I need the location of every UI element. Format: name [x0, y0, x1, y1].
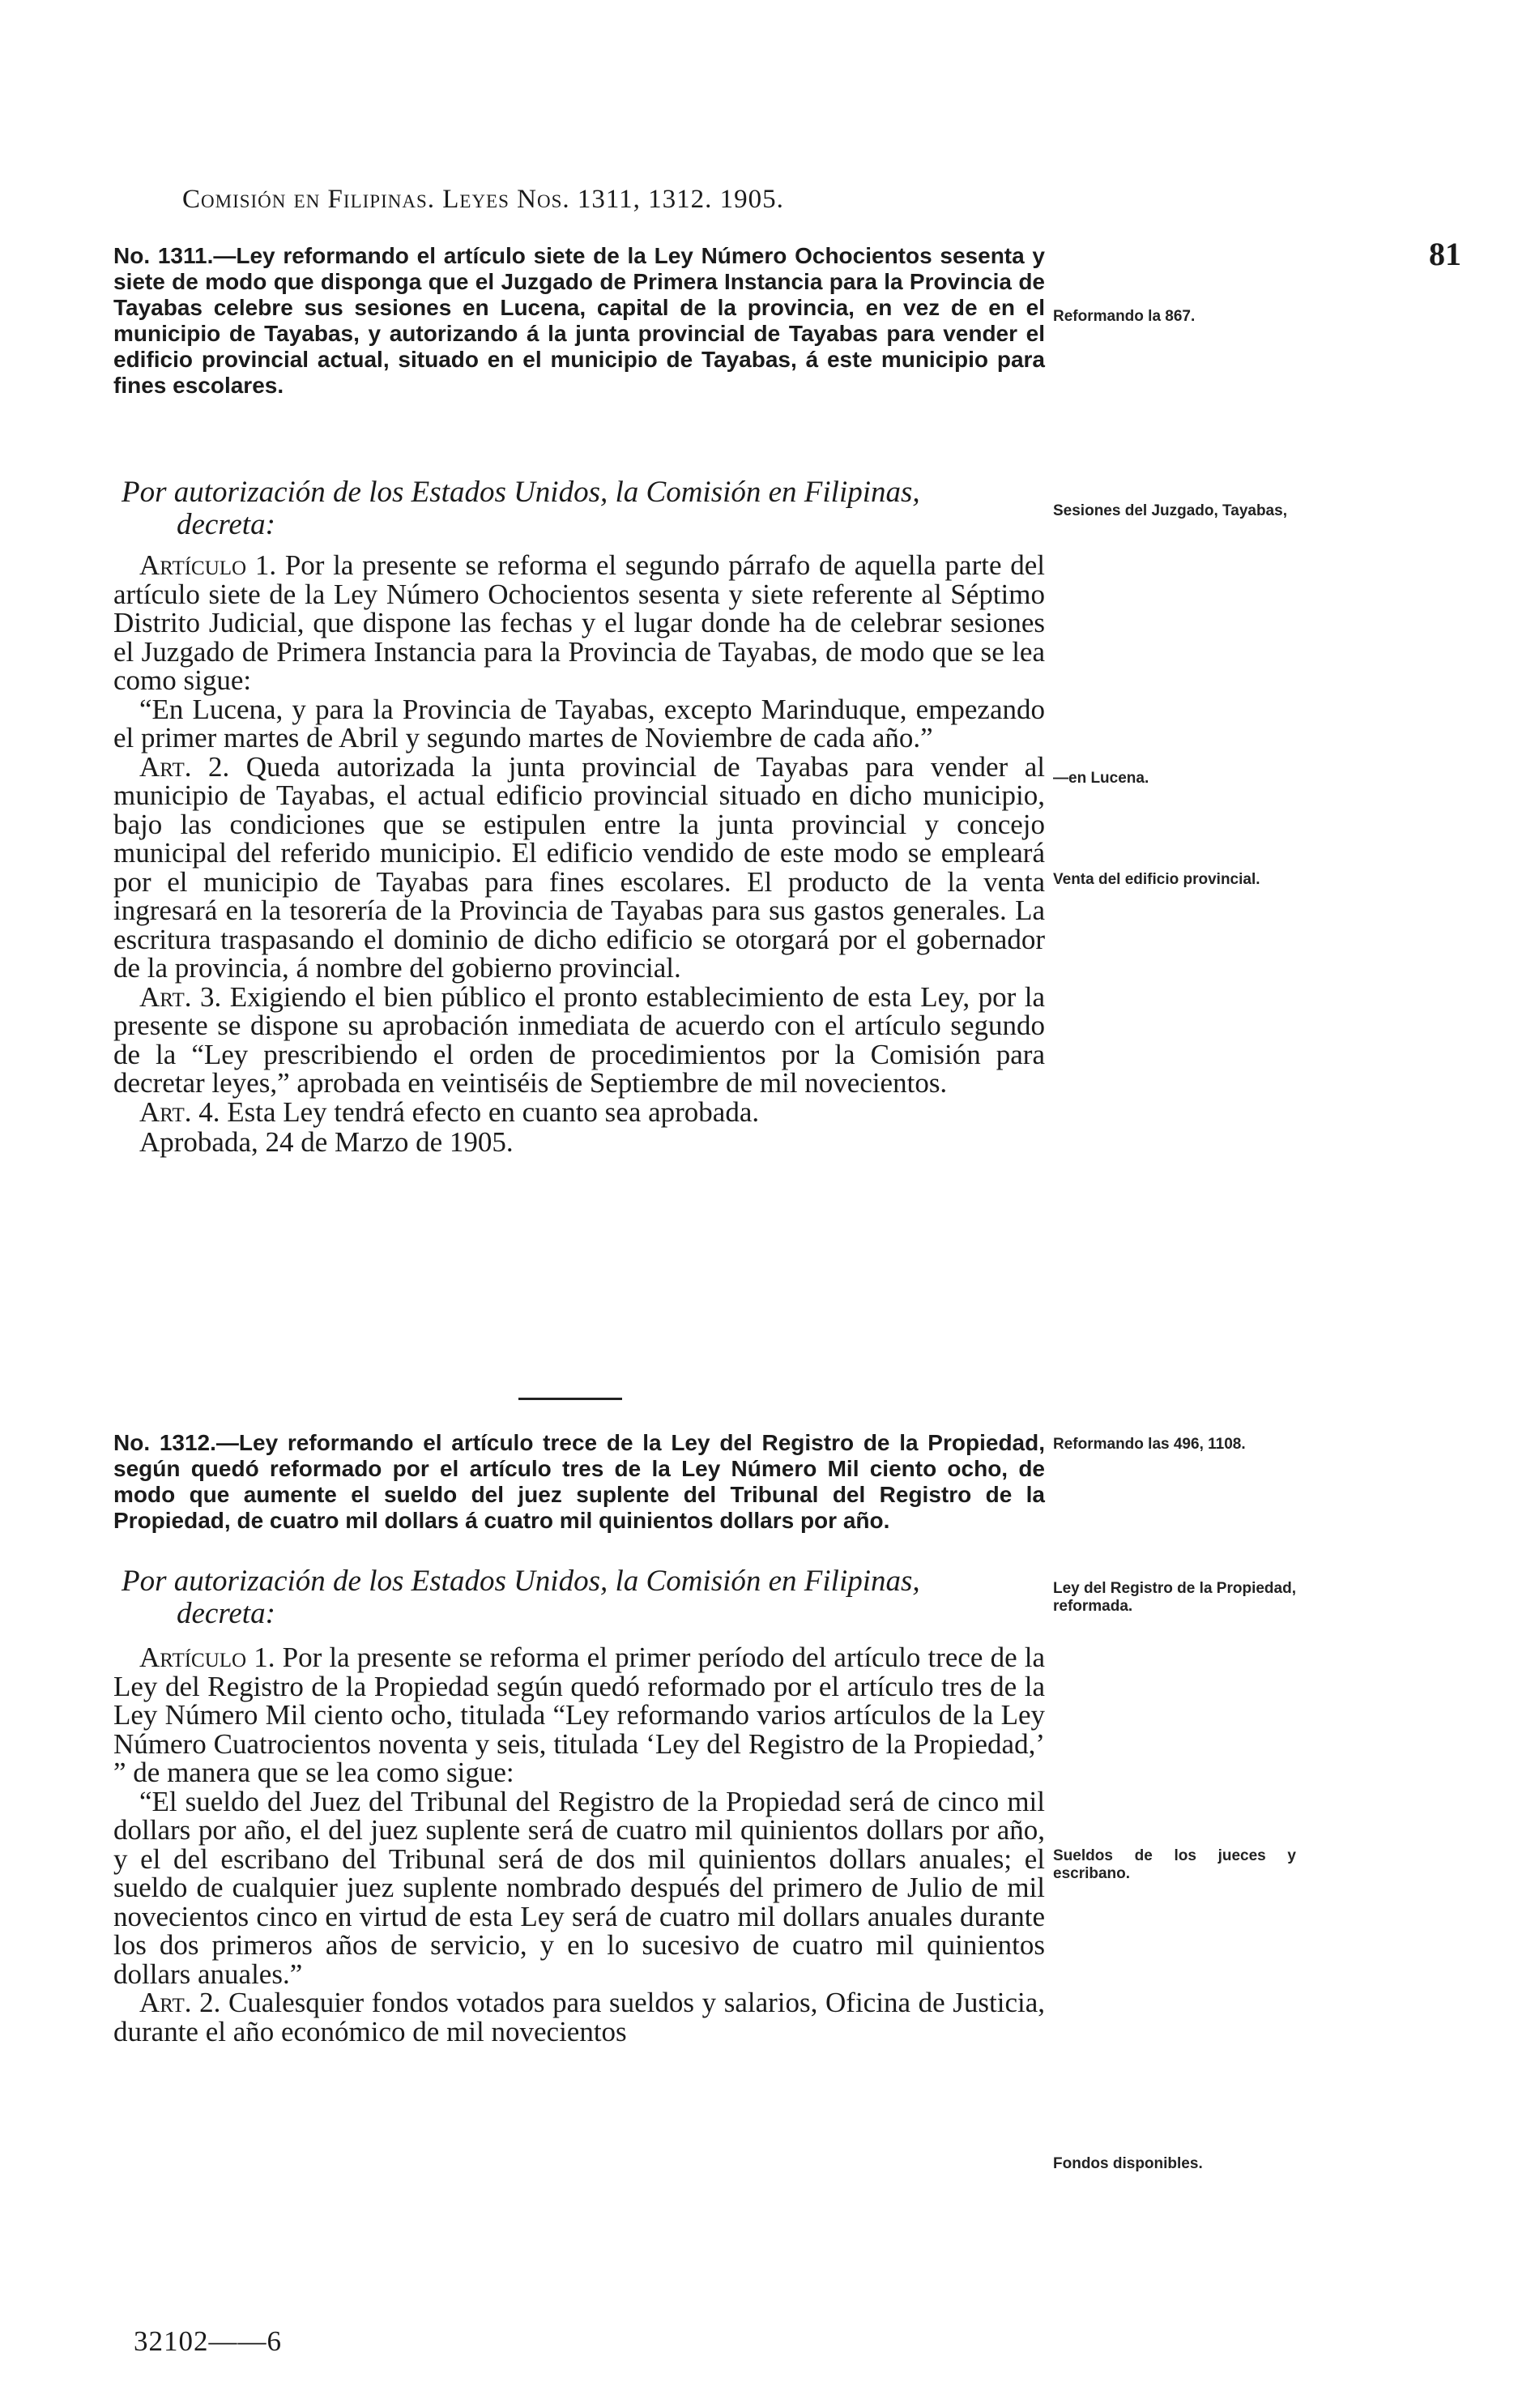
margin-note-sueldos: Sueldos de los jueces y escribano.	[1053, 1847, 1296, 1882]
quote-text: “El sueldo del Juez del Tribunal del Registro de la Propiedad será de cinco mil dollars por año, el del juez suplente será de cuatro mil quinientos dollars por año, y el del escribano del Tribunal será de dos mil quinientos dollars anuales; el sueldo de cualquier juez suplente nombrado después del primero de Julio de mil novecientos cinco en virtud de esta Ley será de cuatro mil dollars anuales durante los dos primeros años de servicio, y en lo sucesivo de cuatro mil quinientos dollars anuales.”	[113, 1785, 1045, 1990]
law-1311-authority	[113, 476, 1045, 541]
law-1311-authority-text: Por autorización de los Estados Unidos, la Comisión en Filipinas,	[122, 476, 920, 509]
law-1312-summary-text: —Ley reformando el artículo trece de la Ley del Registro de la Propiedad, según quedó reformado por el artículo tres de la Ley Número Mil ciento ocho, de modo que aumente el sueldo del juez suplente del Tribunal del Registro de la Propiedad, de cuatro mil dollars á cuatro mil quinientos dollars por año.	[113, 1430, 1045, 1533]
article-label: Art. 4.	[139, 1095, 220, 1128]
law-1311-approved: Aprobada, 24 de Marzo de 1905.	[139, 1126, 514, 1158]
law-1311-article-4	[113, 1095, 1045, 1128]
page-number: 81	[1429, 236, 1461, 272]
law-1311-article-2	[113, 750, 1045, 984]
printer-signature: 32102——6	[134, 2325, 282, 2357]
law-1312-authority-text: Por autorización de los Estados Unidos, la Comisión en Filipinas,	[122, 1565, 920, 1598]
section-divider	[518, 1398, 622, 1400]
law-1312-decreta: decreta:	[177, 1597, 275, 1630]
margin-note-sesiones-juzgado: Sesiones del Juzgado, Tayabas,	[1053, 502, 1287, 519]
running-header: Comisión en Filipinas. Leyes Nos. 1311, 1312. 1905.	[182, 185, 784, 214]
article-text: Cualesquier fondos votados para sueldos y salarios, Oficina de Justicia, durante el año económico de mil novecientos	[113, 1987, 1045, 2047]
article-label: Artículo 1.	[139, 1642, 275, 1673]
margin-note-reformando-867: Reformando la 867.	[1053, 308, 1196, 325]
margin-note-venta-edificio: Venta del edificio provincial.	[1053, 871, 1260, 888]
law-1311-summary	[113, 243, 1045, 399]
law-1311-article-3	[113, 980, 1045, 1099]
margin-note-ley-registro: Ley del Registro de la Propiedad, reformada.	[1053, 1580, 1296, 1615]
law-1312-quote	[113, 1787, 1045, 1989]
margin-note-en-lucena: —en Lucena.	[1053, 770, 1149, 787]
article-text: Esta Ley tendrá efecto en cuanto sea aprobada.	[220, 1095, 760, 1128]
margin-note-reformando-496-1108: Reformando las 496, 1108.	[1053, 1436, 1246, 1453]
law-1312-authority	[113, 1565, 1045, 1630]
article-label: Art. 2.	[139, 1987, 221, 2018]
law-1311-decreta: decreta:	[177, 508, 275, 541]
law-1311-quote	[113, 695, 1045, 753]
law-1312-article-1	[113, 1643, 1045, 1787]
law-1311-summary-text: —Ley reformando el artículo siete de la Ley Número Ochocientos sesenta y siete de modo que disponga que el Juzgado de Primera Instancia para la Provincia de Tayabas celebre sus sesiones en Lucena, capital de la provincia, en vez de en el municipio de Tayabas, y autorizando á la junta provincial de Tayabas para vender el edificio provincial actual, situado en el municipio de Tayabas, á este municipio para fines escolares.	[113, 243, 1045, 398]
law-1312-number: No. 1312.	[113, 1430, 216, 1455]
margin-note-fondos: Fondos disponibles.	[1053, 2155, 1203, 2172]
article-label: Artículo 1.	[139, 549, 277, 581]
article-label: Art. 3.	[139, 980, 222, 1013]
quote-text: “En Lucena, y para la Provincia de Tayabas, excepto Marinduque, empezando el primer martes de Abril y segundo martes de Noviembre de cada año.”	[113, 693, 1045, 754]
law-1311-article-1	[113, 551, 1045, 695]
law-1311-body	[113, 551, 1045, 1159]
article-text: Queda autorizada la junta provincial de Tayabas para vender al municipio de Tayabas, el actual edificio provincial situado en dicho municipio, bajo las condiciones que se estipulen entre la junta provincial y concejo municipal del referido municipio. El edificio vendido de este modo se empleará por el municipio de Tayabas para fines escolares. El producto de la venta ingresará en la tesorería de la Provincia de Tayabas para sus gastos generales. La escritura traspasando el dominio de dicho edificio se otorgará por el gobernador de la provincia, á nombre del gobierno provincial.	[113, 750, 1045, 984]
article-text: Por la presente se reforma el segundo párrafo de aquella parte del artículo siete de la Ley Número Ochocientos sesenta y siete referente al Séptimo Distrito Judicial, que dispone las fechas y el lugar donde ha de celebrar sesiones el Juzgado de Primera Instancia para la Provincia de Tayabas, de modo que se lea como sigue:	[113, 549, 1045, 696]
law-1312-summary	[113, 1430, 1045, 1534]
law-1312-article-2	[113, 1988, 1045, 2046]
law-1311-number: No. 1311.	[113, 243, 214, 268]
article-text: Por la presente se reforma el primer período del artículo trece de la Ley del Registro de la Propiedad según quedó reformado por el artículo tres de la Ley Número Mil ciento ocho, titulada “Ley reformando varios artículos de la Ley Número Cuatrocientos noventa y seis, titulada ‘Ley del Registro de la Propiedad,’ ” de manera que se lea como sigue:	[113, 1642, 1045, 1788]
law-1312-body	[113, 1643, 1045, 2046]
article-text: Exigiendo el bien público el pronto establecimiento de esta Ley, por la presente se dispone su aprobación inmediata de acuerdo con el artículo segundo de la “Ley prescribiendo el orden de procedimientos por la Comisión para decretar leyes,” aprobada en veintiséis de Septiembre de mil novecientos.	[113, 980, 1045, 1099]
article-label: Art. 2.	[139, 750, 230, 783]
